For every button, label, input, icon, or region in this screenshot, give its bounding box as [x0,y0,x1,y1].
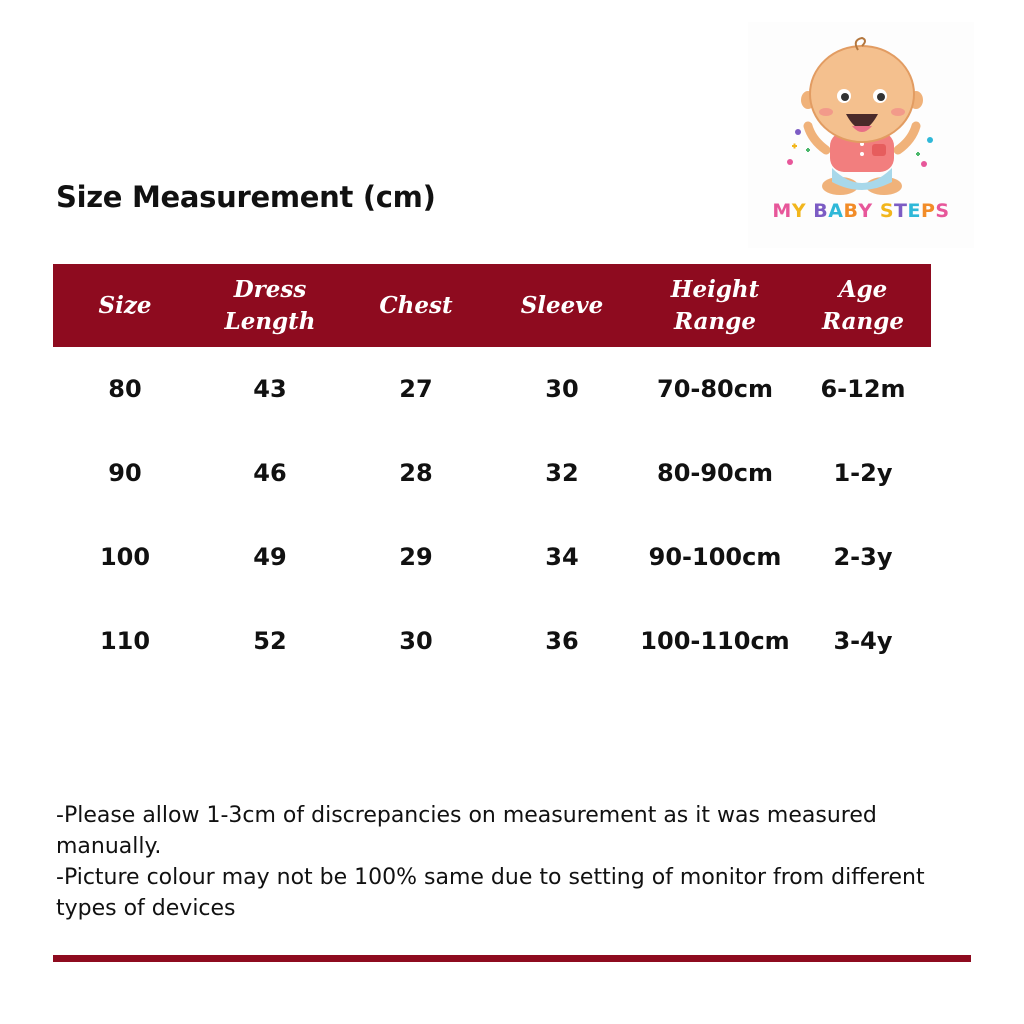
wordmark-letter: S [879,200,894,222]
cell-height-range: 100-110cm [640,627,790,655]
header-label: Height [670,275,760,303]
page-title: Size Measurement (cm) [56,180,436,214]
header-label: Age [838,275,888,303]
wordmark-letter: T [894,200,908,222]
cell-height-range: 80-90cm [657,459,773,487]
wordmark-letter: E [907,200,921,222]
note-measurement: -Please allow 1-3cm of discrepancies on measurement as it was measured manually. [56,803,877,859]
wordmark-letter: A [828,200,844,222]
cell-chest: 27 [399,375,433,403]
cell-age-range: 2-3y [833,543,893,571]
header-label: Size [98,291,152,319]
wordmark-letter: M [772,200,792,222]
header-label: Range [822,307,904,335]
bottom-divider [53,955,971,962]
header-chest [343,290,489,322]
wordmark-letter: B [813,200,829,222]
header-label: Chest [379,291,453,319]
cell-chest: 28 [399,459,433,487]
brand-logo [748,22,974,248]
header-dress-length [197,274,343,338]
header-sleeve [489,290,635,322]
wordmark-letter: S [935,200,950,222]
wordmark-letter: P [920,200,936,222]
cell-size: 110 [99,627,151,655]
header-label: Dress [233,275,307,303]
header-height-range [635,274,795,338]
header-label: Range [674,307,756,335]
wordmark-letter: B [843,200,859,222]
cell-chest: 29 [399,543,433,571]
size-table [53,264,931,683]
note-colour: -Picture colour may not be 100% same due to setting of monitor from different types of devices [56,865,925,921]
wordmark-letter: Y [858,200,873,222]
header-label: Length [224,307,316,335]
cell-chest: 30 [399,627,433,655]
cell-sleeve: 36 [545,627,579,655]
cell-height-range: 90-100cm [648,543,782,571]
brand-wordmark [748,200,974,222]
table-row [53,515,931,599]
cell-size: 80 [108,375,142,403]
wordmark-letter: Y [791,200,807,222]
disclaimer-notes [56,800,956,924]
baby-mascot-icon [748,22,974,202]
wordmark-letter [873,200,880,222]
cell-height-range: 70-80cm [657,375,773,403]
cell-dress-length: 43 [253,375,287,403]
cell-size: 100 [99,543,151,571]
table-row [53,431,931,515]
wordmark-letter [806,200,813,222]
cell-sleeve: 32 [545,459,579,487]
header-size [53,290,197,322]
cell-dress-length: 49 [253,543,287,571]
header-label: Sleeve [520,291,604,319]
cell-age-range: 6-12m [820,375,906,403]
table-row [53,347,931,431]
cell-dress-length: 52 [253,627,287,655]
cell-age-range: 1-2y [833,459,893,487]
cell-size: 90 [108,459,142,487]
cell-age-range: 3-4y [833,627,893,655]
table-header [53,264,931,347]
table-row [53,599,931,683]
header-age-range [795,274,931,338]
cell-sleeve: 30 [545,375,579,403]
cell-sleeve: 34 [545,543,579,571]
cell-dress-length: 46 [253,459,287,487]
